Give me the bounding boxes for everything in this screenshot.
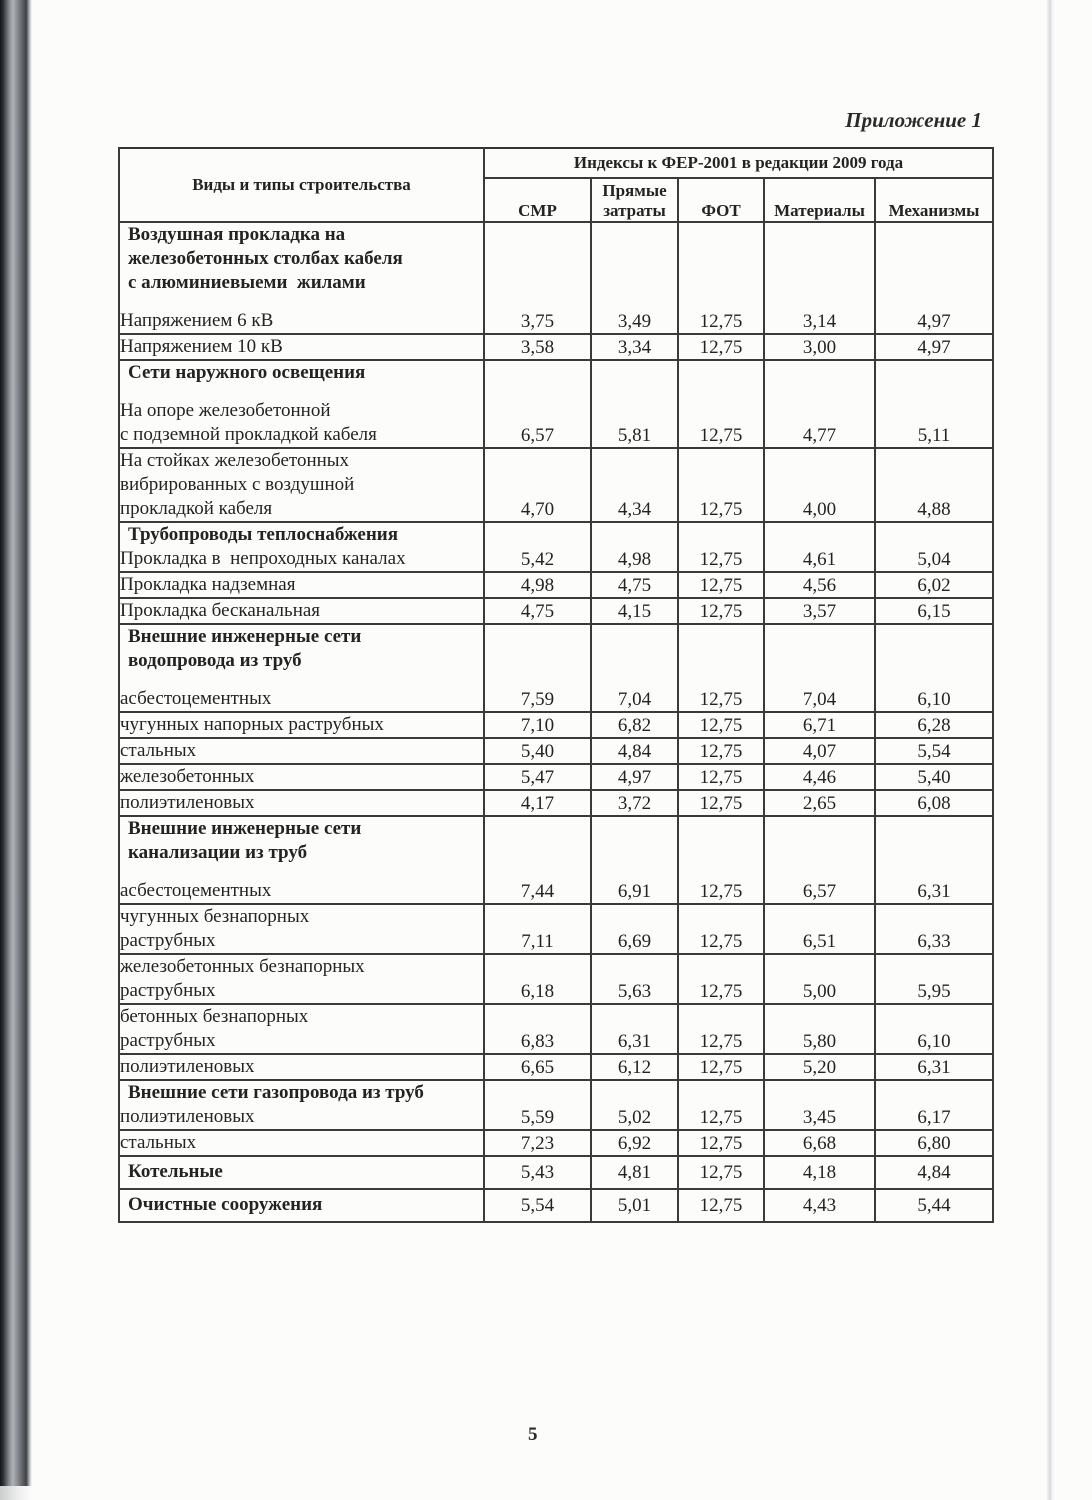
cell-value: 6,31: [875, 1054, 993, 1080]
cell-value: 4,61: [764, 547, 875, 572]
cell-value: 6,28: [875, 712, 993, 738]
cell-value: 6,91: [591, 879, 678, 904]
cell-value: 12,75: [678, 1054, 764, 1080]
cell-value: [591, 624, 678, 687]
cell-value: 12,75: [678, 1189, 764, 1222]
row-label: Воздушная прокладка на железобетонных столбах кабеля с алюминиевыеми жилами: [119, 222, 484, 309]
table-row: [119, 222, 993, 309]
cell-value: 6,31: [591, 1004, 678, 1054]
row-label: асбестоцементных: [119, 687, 484, 712]
cell-value: 12,75: [678, 904, 764, 954]
cell-value: [678, 222, 764, 309]
cell-value: 4,15: [591, 598, 678, 624]
row-label: бетонных безнапорных раструбных: [119, 1004, 484, 1054]
cell-value: 5,54: [875, 738, 993, 764]
cell-value: 4,98: [591, 547, 678, 572]
cell-value: 5,80: [764, 1004, 875, 1054]
cell-value: 5,59: [484, 1105, 591, 1130]
cell-value: [875, 1080, 993, 1105]
cell-value: [678, 816, 764, 879]
header-row-group: [119, 148, 993, 178]
cell-value: 6,65: [484, 1054, 591, 1080]
row-label: железобетонных: [119, 764, 484, 790]
cell-value: 6,80: [875, 1130, 993, 1156]
cell-value: 4,84: [875, 1156, 993, 1189]
cell-value: 6,08: [875, 790, 993, 816]
cell-value: 5,63: [591, 954, 678, 1004]
cell-value: 6,71: [764, 712, 875, 738]
row-label: Котельные: [119, 1156, 484, 1189]
cell-value: 3,75: [484, 309, 591, 334]
cell-value: [764, 360, 875, 399]
cell-value: 6,51: [764, 904, 875, 954]
row-label: полиэтиленовых: [119, 1054, 484, 1080]
table-row: [119, 360, 993, 399]
cell-value: 6,02: [875, 572, 993, 598]
table-row: [119, 954, 993, 1004]
cell-value: 12,75: [678, 790, 764, 816]
table-row: [119, 1105, 993, 1130]
row-label: стальных: [119, 1130, 484, 1156]
cell-value: 4,97: [875, 309, 993, 334]
cell-value: 12,75: [678, 547, 764, 572]
cell-value: 5,11: [875, 399, 993, 448]
cell-value: [591, 816, 678, 879]
cell-value: 12,75: [678, 309, 764, 334]
column-header-types: Виды и типы строительства: [119, 148, 484, 222]
cell-value: 6,10: [875, 1004, 993, 1054]
cell-value: 6,68: [764, 1130, 875, 1156]
cell-value: 5,43: [484, 1156, 591, 1189]
cell-value: 4,56: [764, 572, 875, 598]
cell-value: 5,01: [591, 1189, 678, 1222]
indices-table-container: [118, 147, 992, 1223]
cell-value: 5,20: [764, 1054, 875, 1080]
cell-value: 5,54: [484, 1189, 591, 1222]
cell-value: 7,04: [764, 687, 875, 712]
cell-value: 5,40: [484, 738, 591, 764]
row-label: Сети наружного освещения: [119, 360, 484, 399]
cell-value: 6,33: [875, 904, 993, 954]
row-label: чугунных безнапорных раструбных: [119, 904, 484, 954]
row-label: Очистные сооружения: [119, 1189, 484, 1222]
cell-value: 6,12: [591, 1054, 678, 1080]
cell-value: [875, 816, 993, 879]
cell-value: 12,75: [678, 879, 764, 904]
cell-value: 3,49: [591, 309, 678, 334]
cell-value: 4,34: [591, 448, 678, 522]
cell-value: 12,75: [678, 399, 764, 448]
row-label: полиэтиленовых: [119, 790, 484, 816]
cell-value: 6,57: [484, 399, 591, 448]
table-row: [119, 624, 993, 687]
cell-value: 5,44: [875, 1189, 993, 1222]
cell-value: [484, 522, 591, 547]
row-label: На стойках железобетонных вибрированных с воздушной прокладкой кабеля: [119, 448, 484, 522]
column-header-machinery: Механизмы: [875, 178, 993, 222]
cell-value: 5,04: [875, 547, 993, 572]
cell-value: [591, 522, 678, 547]
cell-value: 4,07: [764, 738, 875, 764]
cell-value: 7,44: [484, 879, 591, 904]
table-row: [119, 879, 993, 904]
cell-value: [764, 222, 875, 309]
table-row: [119, 738, 993, 764]
cell-value: 12,75: [678, 572, 764, 598]
table-row: [119, 687, 993, 712]
cell-value: 3,00: [764, 334, 875, 360]
cell-value: [764, 624, 875, 687]
cell-value: 12,75: [678, 1004, 764, 1054]
cell-value: 5,95: [875, 954, 993, 1004]
cell-value: [678, 360, 764, 399]
table-row: [119, 309, 993, 334]
cell-value: 5,42: [484, 547, 591, 572]
table-row: [119, 399, 993, 448]
cell-value: 6,10: [875, 687, 993, 712]
scanner-binding-edge-foot: [0, 1486, 32, 1500]
cell-value: 12,75: [678, 687, 764, 712]
cell-value: 5,47: [484, 764, 591, 790]
cell-value: 3,72: [591, 790, 678, 816]
table-row: [119, 572, 993, 598]
cell-value: 3,34: [591, 334, 678, 360]
cell-value: 4,75: [591, 572, 678, 598]
cell-value: 12,75: [678, 712, 764, 738]
cell-value: 4,98: [484, 572, 591, 598]
table-row: [119, 1189, 993, 1222]
table-row: [119, 547, 993, 572]
cell-value: 6,92: [591, 1130, 678, 1156]
cell-value: 5,00: [764, 954, 875, 1004]
cell-value: 4,17: [484, 790, 591, 816]
cell-value: 4,46: [764, 764, 875, 790]
table-row: [119, 764, 993, 790]
column-header-smr: СМР: [484, 178, 591, 222]
cell-value: [764, 816, 875, 879]
page-fold-line: [1046, 0, 1055, 1500]
table-row: [119, 598, 993, 624]
table-row: [119, 522, 993, 547]
cell-value: 5,81: [591, 399, 678, 448]
row-label: Напряжением 6 кВ: [119, 309, 484, 334]
cell-value: [875, 522, 993, 547]
cell-value: 4,18: [764, 1156, 875, 1189]
row-label: Прокладка надземная: [119, 572, 484, 598]
row-label: Прокладка в непроходных каналах: [119, 547, 484, 572]
cell-value: [591, 1080, 678, 1105]
cell-value: 12,75: [678, 954, 764, 1004]
cell-value: 5,40: [875, 764, 993, 790]
cell-value: 6,57: [764, 879, 875, 904]
cell-value: 12,75: [678, 598, 764, 624]
cell-value: 3,14: [764, 309, 875, 334]
cell-value: 4,43: [764, 1189, 875, 1222]
cell-value: [678, 1080, 764, 1105]
cell-value: 12,75: [678, 448, 764, 522]
row-label: Внешние инженерные сети канализации из труб: [119, 816, 484, 879]
column-header-fot: ФОТ: [678, 178, 764, 222]
cell-value: 4,00: [764, 448, 875, 522]
cell-value: [875, 222, 993, 309]
table-row: [119, 1156, 993, 1189]
cell-value: 12,75: [678, 1130, 764, 1156]
cell-value: [484, 816, 591, 879]
table-row: [119, 448, 993, 522]
appendix-label: Приложение 1: [845, 108, 982, 132]
table-row: [119, 1080, 993, 1105]
cell-value: 7,10: [484, 712, 591, 738]
cell-value: 2,65: [764, 790, 875, 816]
cell-value: 6,69: [591, 904, 678, 954]
table-header: [119, 148, 993, 222]
row-label: Внешние сети газопровода из труб: [119, 1080, 484, 1105]
row-label: Прокладка бесканальная: [119, 598, 484, 624]
group-header-indices: Индексы к ФЕР-2001 в редакции 2009 года: [484, 148, 993, 178]
column-header-direct-costs: Прямые затраты: [591, 178, 678, 222]
cell-value: [591, 360, 678, 399]
scanner-binding-edge: [0, 0, 32, 1486]
table-row: [119, 334, 993, 360]
cell-value: 5,02: [591, 1105, 678, 1130]
cell-value: 4,88: [875, 448, 993, 522]
cell-value: 4,97: [591, 764, 678, 790]
cell-value: 4,84: [591, 738, 678, 764]
cell-value: [484, 360, 591, 399]
row-label: железобетонных безнапорных раструбных: [119, 954, 484, 1004]
table-row: [119, 816, 993, 879]
row-label: полиэтиленовых: [119, 1105, 484, 1130]
cell-value: [591, 222, 678, 309]
table-row: [119, 712, 993, 738]
cell-value: 12,75: [678, 1105, 764, 1130]
table-row: [119, 1054, 993, 1080]
cell-value: 3,58: [484, 334, 591, 360]
row-label: Напряжением 10 кВ: [119, 334, 484, 360]
cell-value: [678, 624, 764, 687]
cell-value: 4,97: [875, 334, 993, 360]
cell-value: 12,75: [678, 1156, 764, 1189]
cell-value: 12,75: [678, 738, 764, 764]
indices-table: [118, 147, 994, 1223]
cell-value: 6,15: [875, 598, 993, 624]
table-row: [119, 1130, 993, 1156]
cell-value: [678, 522, 764, 547]
cell-value: [764, 1080, 875, 1105]
column-header-materials: Материалы: [764, 178, 875, 222]
cell-value: [484, 624, 591, 687]
row-label: стальных: [119, 738, 484, 764]
cell-value: 3,45: [764, 1105, 875, 1130]
row-label: асбестоцементных: [119, 879, 484, 904]
cell-value: 7,04: [591, 687, 678, 712]
table-body: [119, 222, 993, 1222]
row-label: чугунных напорных раструбных: [119, 712, 484, 738]
cell-value: 6,31: [875, 879, 993, 904]
cell-value: [875, 624, 993, 687]
row-label: Трубопроводы теплоснабжения: [119, 522, 484, 547]
cell-value: 6,17: [875, 1105, 993, 1130]
page-number: 5: [528, 1424, 538, 1445]
cell-value: [484, 222, 591, 309]
row-label: На опоре железобетонной с подземной прокладкой кабеля: [119, 399, 484, 448]
cell-value: 4,70: [484, 448, 591, 522]
cell-value: 4,81: [591, 1156, 678, 1189]
cell-value: 3,57: [764, 598, 875, 624]
table-row: [119, 904, 993, 954]
cell-value: [875, 360, 993, 399]
cell-value: 7,11: [484, 904, 591, 954]
cell-value: 6,82: [591, 712, 678, 738]
row-label: Внешние инженерные сети водопровода из труб: [119, 624, 484, 687]
cell-value: 7,23: [484, 1130, 591, 1156]
cell-value: 12,75: [678, 334, 764, 360]
cell-value: [764, 522, 875, 547]
cell-value: [484, 1080, 591, 1105]
table-row: [119, 1004, 993, 1054]
cell-value: 4,77: [764, 399, 875, 448]
cell-value: 4,75: [484, 598, 591, 624]
cell-value: 7,59: [484, 687, 591, 712]
cell-value: 12,75: [678, 764, 764, 790]
cell-value: 6,83: [484, 1004, 591, 1054]
table-row: [119, 790, 993, 816]
cell-value: 6,18: [484, 954, 591, 1004]
